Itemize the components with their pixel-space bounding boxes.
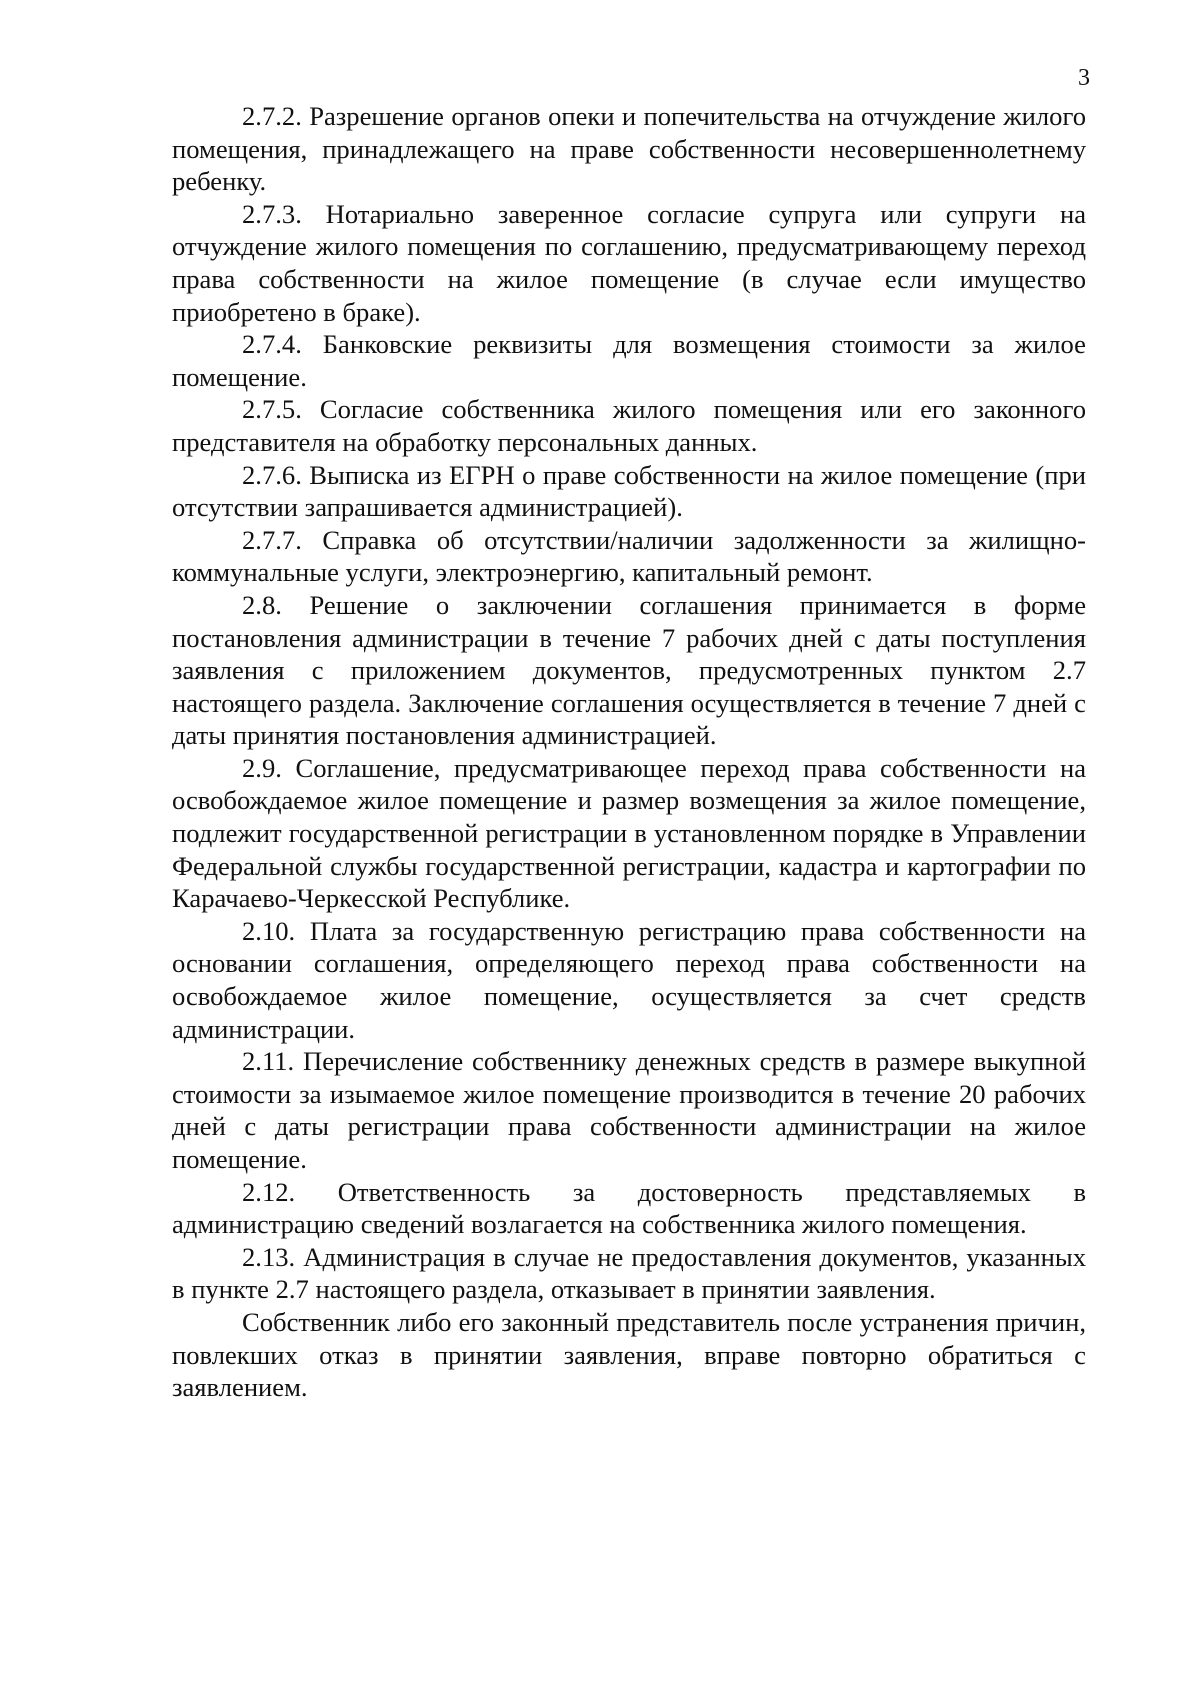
paragraph-2-7-6: 2.7.6. Выписка из ЕГРН о праве собственности на жилое помещение (при отсутствии запрашивается администрацией). (172, 459, 1086, 523)
paragraph-2-7-5: 2.7.5. Согласие собственника жилого помещения или его законного представителя на обработку персональных данных. (172, 394, 1086, 457)
document-body (172, 100, 1086, 1404)
paragraph-2-13: 2.13. Администрация в случае не предоставления документов, указанных в пункте 2.7 настоящего раздела, отказывает в принятии заявления. (172, 1241, 1086, 1305)
paragraph-2-7-3: 2.7.3. Нотариально заверенное согласие супруга или супруги на отчуждение жилого помещения по соглашению, предусматривающему переход права собственности на жилое помещение (в случае если имущество приобретено в браке). (172, 198, 1086, 327)
paragraph-2-10: 2.10. Плата за государственную регистрацию права собственности на основании соглашения, определяющего переход права собственности на освобождаемое жилое помещение, осуществляется за счет средств администрации. (172, 915, 1086, 1044)
paragraph-2-12: 2.12. Ответственность за достоверность представляемых в администрацию сведений возлагается на собственника жилого помещения. (172, 1176, 1086, 1240)
paragraph-2-7-7: 2.7.7. Справка об отсутствии/наличии задолженности за жилищно-коммунальные услуги, электроэнергию, капитальный ремонт. (172, 524, 1086, 588)
paragraph-2-11: 2.11. Перечисление собственнику денежных средств в размере выкупной стоимости за изымаемое жилое помещение производится в течение 20 рабочих дней с даты регистрации права собственности администрации на жилое помещение. (172, 1046, 1086, 1174)
paragraph-2-7-4: 2.7.4. Банковские реквизиты для возмещения стоимости за жилое помещение. (172, 329, 1086, 392)
paragraph-2-8: 2.8. Решение о заключении соглашения принимается в форме постановления администрации в течение 7 рабочих дней с даты поступления заявления с приложением документов, предусмотренных пунктом 2.7 настоящего раздела. Заключение соглашения осуществляется в течение 7 дней с даты принятия постановления администрацией. (172, 589, 1086, 751)
paragraph-2-7-2: 2.7.2. Разрешение органов опеки и попечительства на отчуждение жилого помещения, принадлежащего на праве собственности несовершеннолетнему ребенку. (172, 101, 1086, 197)
paragraph-2-9: 2.9. Соглашение, предусматривающее переход права собственности на освобождаемое жилое помещение и размер возмещения за жилое помещение, подлежит государственной регистрации в установленном порядке в Управлении Федеральной службы государственной регистрации, кадастра и картографии по Карачаево-Черкесской Республике. (172, 752, 1086, 914)
page-number: 3 (1078, 65, 1090, 91)
paragraph-closing: Собственник либо его законный представитель после устранения причин, повлекших отказ в принятии заявления, вправе повторно обратиться с заявлением. (172, 1306, 1086, 1403)
